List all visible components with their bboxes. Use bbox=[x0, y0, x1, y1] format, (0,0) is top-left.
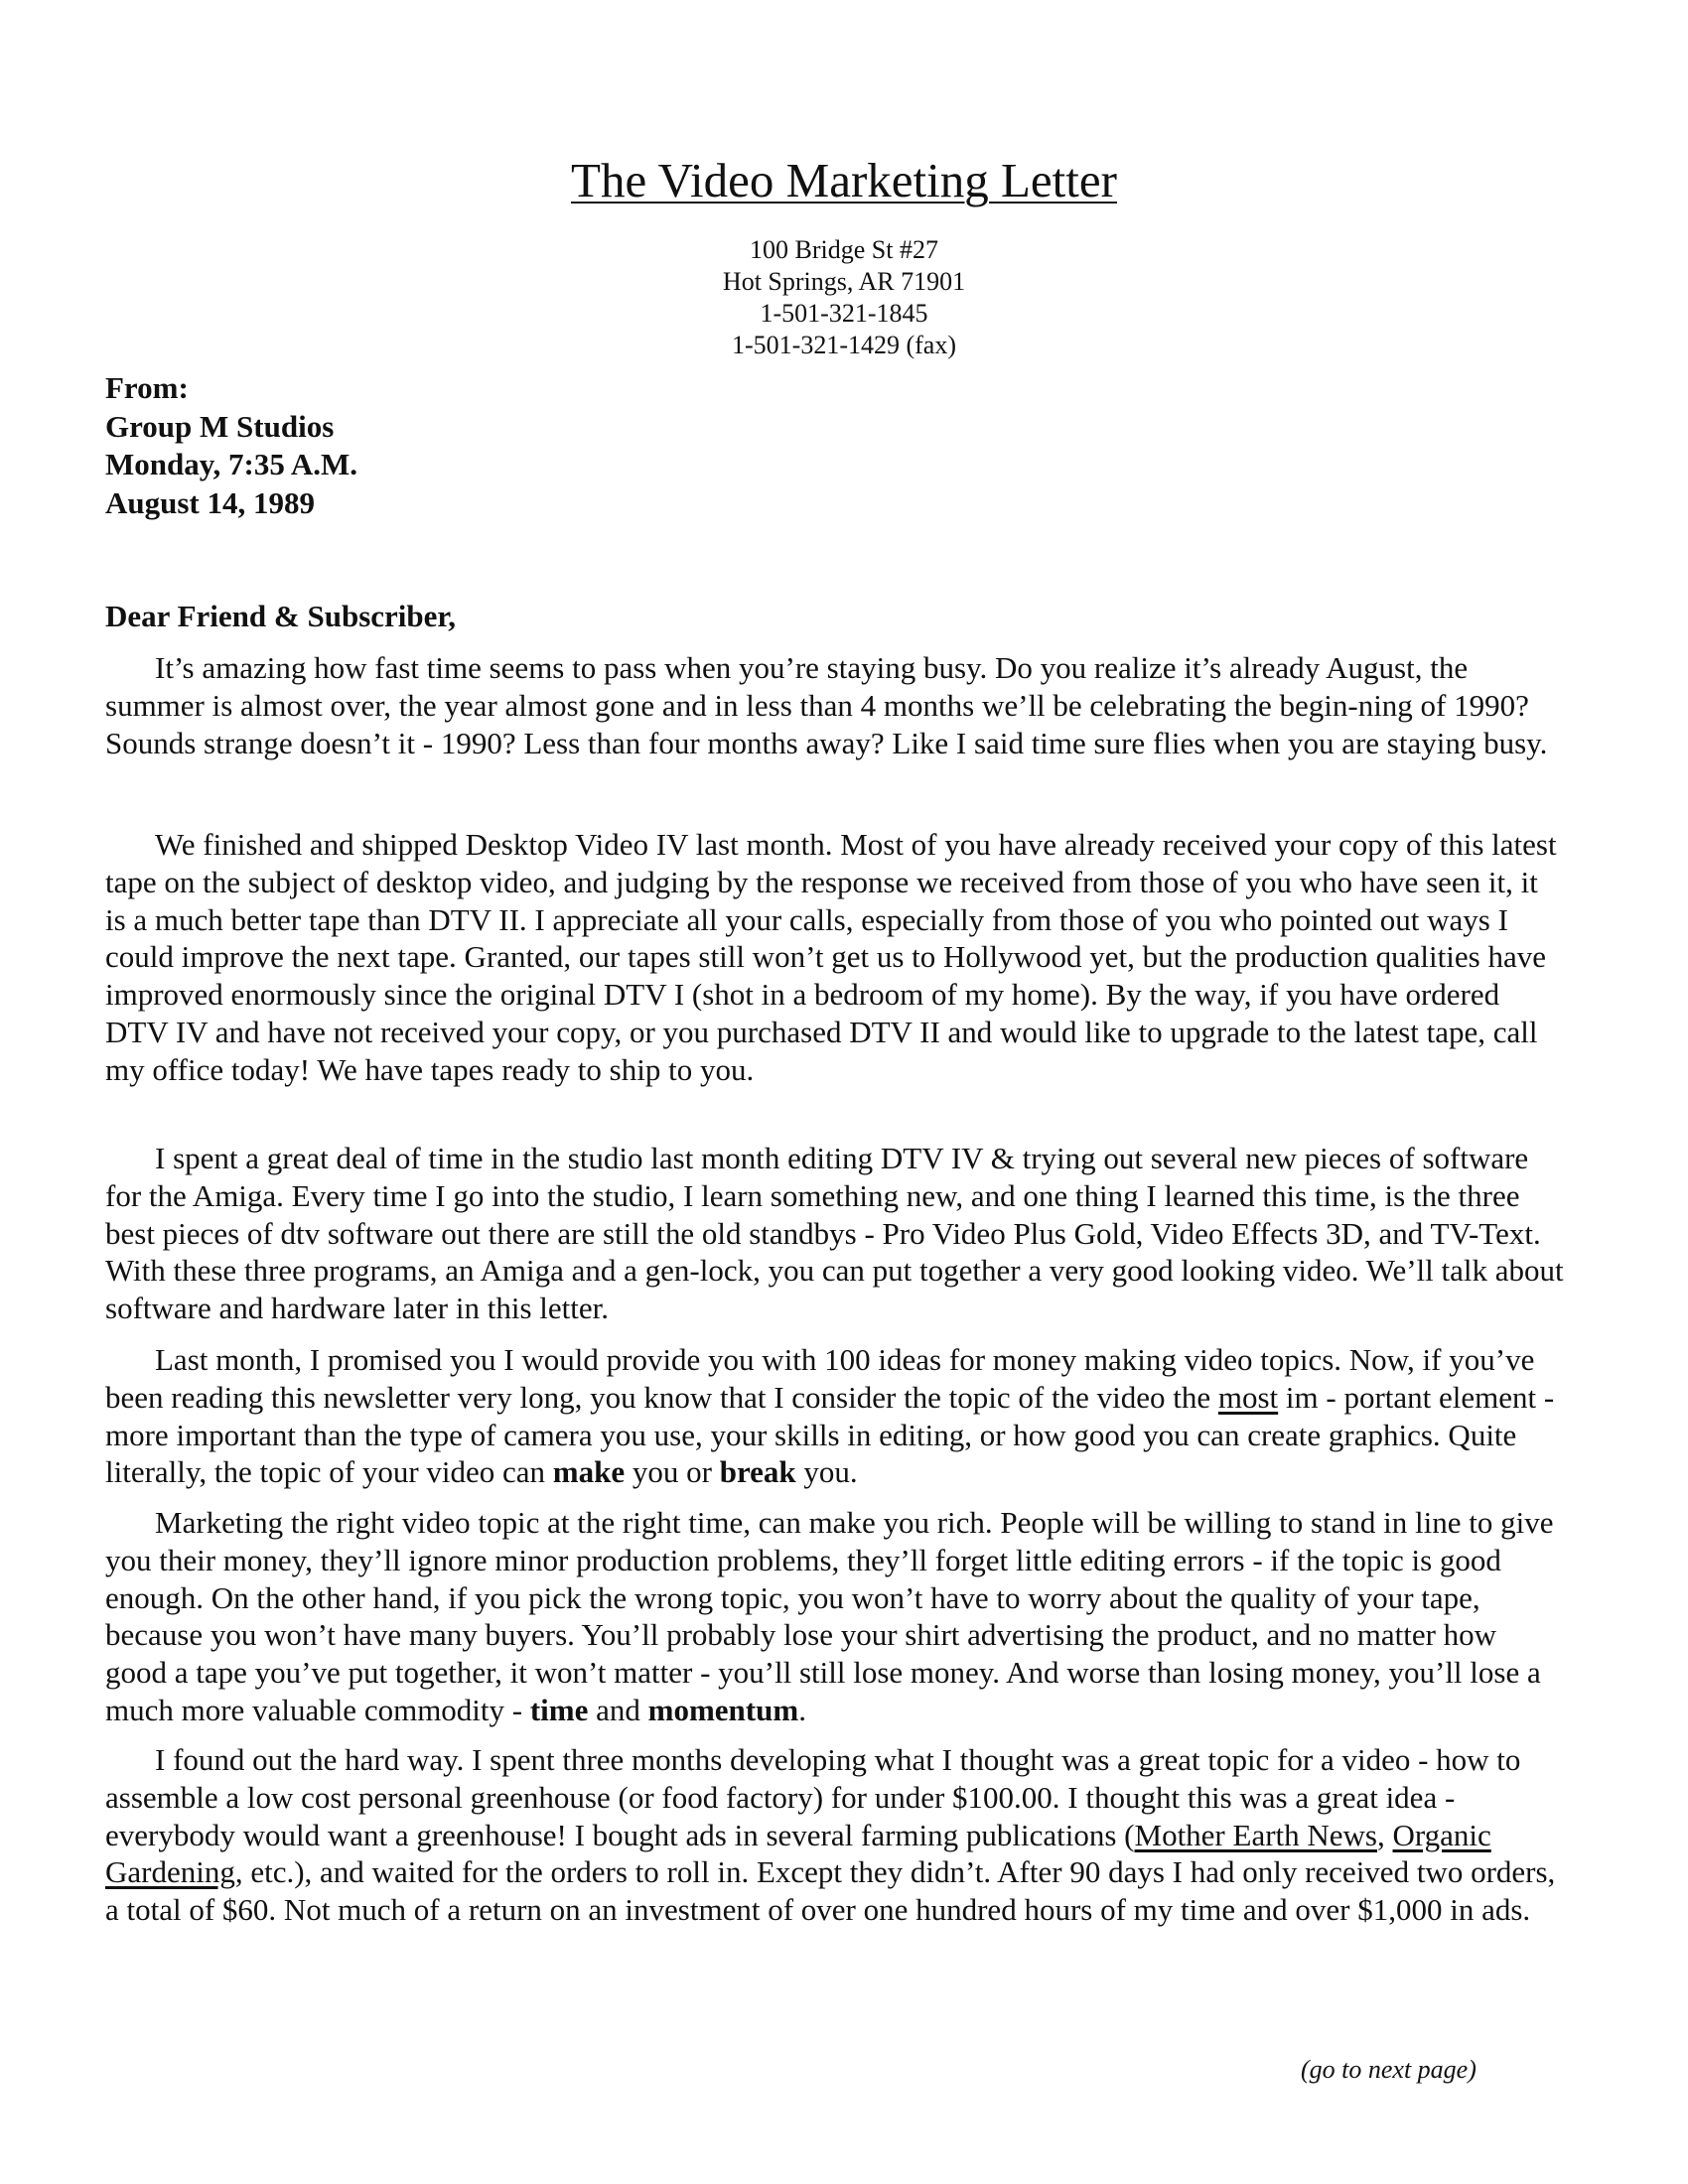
from-label: From: bbox=[105, 370, 189, 405]
address-street: 100 Bridge St #27 bbox=[750, 235, 938, 264]
paragraph-4-part-b: im - portant element - more important than the type of camera you use, your skills in editing, or how good you can create graphics. Quite literally, the topic of your video can bbox=[105, 1379, 1555, 1490]
paragraph-6-part-b: , bbox=[1377, 1817, 1393, 1852]
salutation: Dear Friend & Subscriber, bbox=[105, 599, 457, 633]
address-phone: 1-501-321-1845 bbox=[760, 299, 928, 328]
address-city: Hot Springs, AR 71901 bbox=[722, 267, 966, 296]
letter-time: Monday, 7:35 A.M. bbox=[105, 447, 358, 481]
paragraph-1-text: It’s amazing how fast time seems to pass when you’re staying busy. Do you realize it’s already August, the summer is almost over, the year almost gone and in less than 4 months we’ll be celebrating the begin-ning of 1990? Sounds strange doesn’t it - 1990? Less than four months away? Like I said time sure flies when you are staying busy. bbox=[105, 650, 1548, 760]
paragraph-5 bbox=[105, 1504, 1565, 1729]
emphasis-break: break bbox=[719, 1454, 796, 1490]
paragraph-5-part-a: Marketing the right video topic at the right time, can make you rich. People will be willing to stand in line to give you their money, they’ll ignore minor production problems, they’ll forget little editing errors - if the topic is good enough. On the other hand, if you pick the wrong topic, you won’t have to worry about the quality of your tape, because you won’t have many buyers. You’ll probably lose your shirt advertising the product, and no matter how good a tape you’ve put together, it won’t matter - you’ll still lose money. And worse than losing money, you’ll lose a much more valuable commodity - bbox=[105, 1505, 1554, 1727]
paragraph-4-part-a: Last month, I promised you I would provide you with 100 ideas for money making video topics. Now, if you’ve been reading this newsletter very long, you know that I consider the topic of the video the bbox=[105, 1342, 1535, 1415]
paragraph-6 bbox=[105, 1741, 1565, 1929]
newsletter-title bbox=[0, 151, 1688, 210]
next-page-note: (go to next page) bbox=[1301, 2055, 1477, 2084]
newsletter-title-text: The Video Marketing Letter bbox=[571, 153, 1117, 207]
address-fax: 1-501-321-1429 (fax) bbox=[732, 331, 956, 359]
publication-organic-gardening: Organic Gardening bbox=[105, 1817, 1491, 1890]
letter-date: August 14, 1989 bbox=[105, 484, 316, 520]
paragraph-4 bbox=[105, 1341, 1565, 1491]
paragraph-2 bbox=[105, 826, 1565, 1089]
paragraph-6-text bbox=[105, 1741, 1565, 1929]
address-block bbox=[0, 234, 1688, 361]
from-block bbox=[105, 369, 357, 522]
paragraph-1 bbox=[105, 649, 1565, 761]
paragraph-2-text: We finished and shipped Desktop Video IV last month. Most of you have already received your copy of this latest tape on the subject of desktop video, and judging by the response we received from those of you who have seen it, it is a much better tape than DTV II. I appreciate all your calls, especially from those of you who pointed out ways I could improve the next tape. Granted, our tapes still won’t get us to Hollywood yet, but the production qualities have improved enormously since the original DTV I (shot in a bedroom of my home). By the way, if you have ordered DTV IV and have not received your copy, or you purchased DTV II and would like to upgrade to the latest tape, call my office today! We have tapes ready to ship to you. bbox=[105, 827, 1557, 1087]
paragraph-3 bbox=[105, 1140, 1565, 1327]
emphasis-most: most bbox=[1217, 1379, 1279, 1415]
sender-name: Group M Studios bbox=[105, 408, 335, 444]
paragraph-5-text bbox=[105, 1504, 1565, 1729]
paragraph-3-text: I spent a great deal of time in the studio last month editing DTV IV & trying out several new pieces of software for the Amiga. Every time I go into the studio, I learn something new, and one thing I learned this time, is the three best pieces of dtv software out there are still the old standbys - Pro Video Plus Gold, Video Effects 3D, and TV-Text. With these three programs, an Amiga and a gen-lock, you can put together a very good looking video. We’ll talk about software and hardware later in this letter. bbox=[105, 1141, 1564, 1326]
emphasis-time: time bbox=[529, 1692, 589, 1727]
publication-mother-earth-news: Mother Earth News bbox=[1134, 1817, 1377, 1852]
paragraph-4-part-c: you or bbox=[625, 1454, 720, 1490]
paragraph-6-part-a: I found out the hard way. I spent three months developing what I thought was a great topic for a video - how to assemble a low cost personal greenhouse (or food factory) for under $100.00. I thought this was a great idea - everybody would want a greenhouse! I bought ads in several farming publications ( bbox=[105, 1742, 1521, 1852]
emphasis-make: make bbox=[552, 1454, 626, 1490]
paragraph-6-part-c: , etc.), and waited for the orders to roll in. Except they didn’t. After 90 days I had only received two orders, a total of $60. Not much of a return on an investment of over one hundred hours of my time and over $1,000 in ads. bbox=[105, 1854, 1556, 1928]
paragraph-4-part-d: you. bbox=[795, 1454, 858, 1490]
emphasis-momentum: momentum bbox=[647, 1692, 799, 1727]
paragraph-4-text bbox=[105, 1341, 1565, 1491]
paragraph-5-part-b: and bbox=[588, 1692, 648, 1727]
paragraph-5-part-c: . bbox=[798, 1692, 806, 1727]
